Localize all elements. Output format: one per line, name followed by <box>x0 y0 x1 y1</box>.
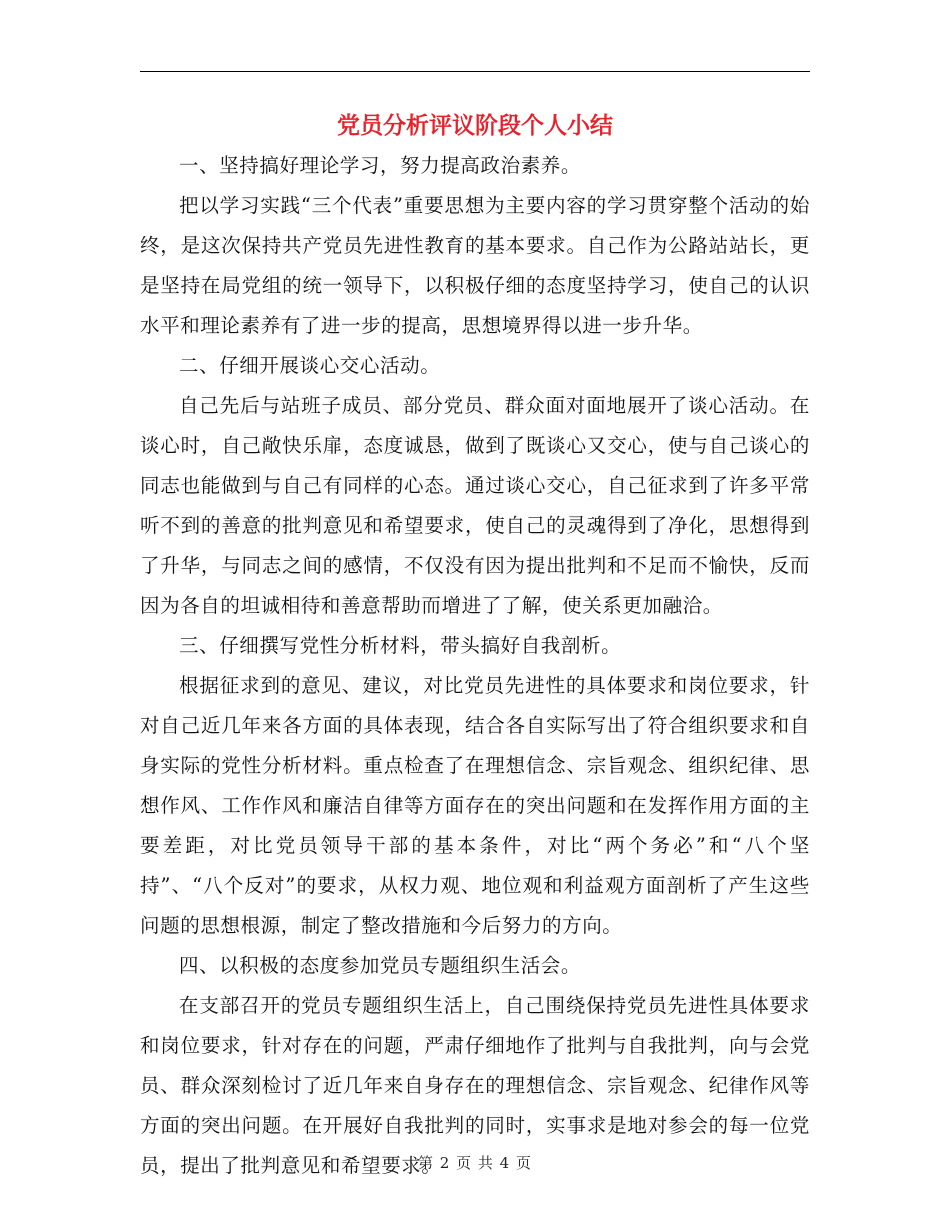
section-heading-2: 二、仔细开展谈心交心活动。 <box>179 354 441 377</box>
section-heading-3: 三、仔细撰写党性分析材料，带头搞好自我剖析。 <box>179 634 622 657</box>
section-heading-1: 一、坚持搞好理论学习，努力提高政治素养。 <box>179 154 582 177</box>
body-paragraph-1: 把以学习实践“三个代表”重要思想为主要内容的学习贯穿整个活动的始终，是这次保持共产党员先进性教育的基本要求。自己作为公路站站长，更是坚持在局党组的统一领导下，以积极仔细的态度坚持学习，使自己的认识水平和理论素养有了进一步的提高，思想境界得以进一步升华。 <box>140 194 810 337</box>
document-title: 党员分析评议阶段个人小结 <box>337 112 613 139</box>
body-paragraph-4: 在支部召开的党员专题组织生活上，自己围绕保持党员先进性具体要求和岗位要求，针对存在的问题，严肃仔细地作了批判与自我批判，向与会党员、群众深刻检讨了近几年来自身存在的理想信念、宗旨观念、纪律作风等方面的突出问题。在开展好自我批判的同时，实事求是地对参会的每一位党员，提出了批判意见和希望要求。 <box>140 994 810 1177</box>
body-paragraph-2: 自己先后与站班子成员、部分党员、群众面对面地展开了谈心活动。在谈心时，自己敞快乐扉，态度诚恳，做到了既谈心又交心，使与自己谈心的同志也能做到与自己有同样的心态。通过谈心交心，自己征求到了许多平常听不到的善意的批判意见和希望要求，使自己的灵魂得到了净化，思想得到了升华，与同志之间的感情，不仅没有因为提出批判和不足而不愉快，反而因为各自的坦诚相待和善意帮助而增进了了解，使关系更加融洽。 <box>140 394 810 617</box>
body-paragraph-3: 根据征求到的意见、建议，对比党员先进性的具体要求和岗位要求，针对自己近几年来各方面的具体表现，结合各自实际写出了符合组织要求和自身实际的党性分析材料。重点检查了在理想信念、宗旨观念、组织纪律、思想作风、工作作风和廉洁自律等方面存在的突出问题和在发挥作用方面的主要差距，对比党员领导干部的基本条件，对比“两个务必”和“八个坚持”、“八个反对”的要求，从权力观、地位观和利益观方面剖析了产生这些问题的思想根源，制定了整改措施和今后努力的方向。 <box>140 674 810 937</box>
header-rule <box>140 71 810 72</box>
page-number-footer: 第 2 页 共 4 页 <box>418 1154 532 1172</box>
document-body <box>140 146 810 1186</box>
section-heading-4: 四、以积极的态度参加党员专题组织生活会。 <box>179 954 582 977</box>
